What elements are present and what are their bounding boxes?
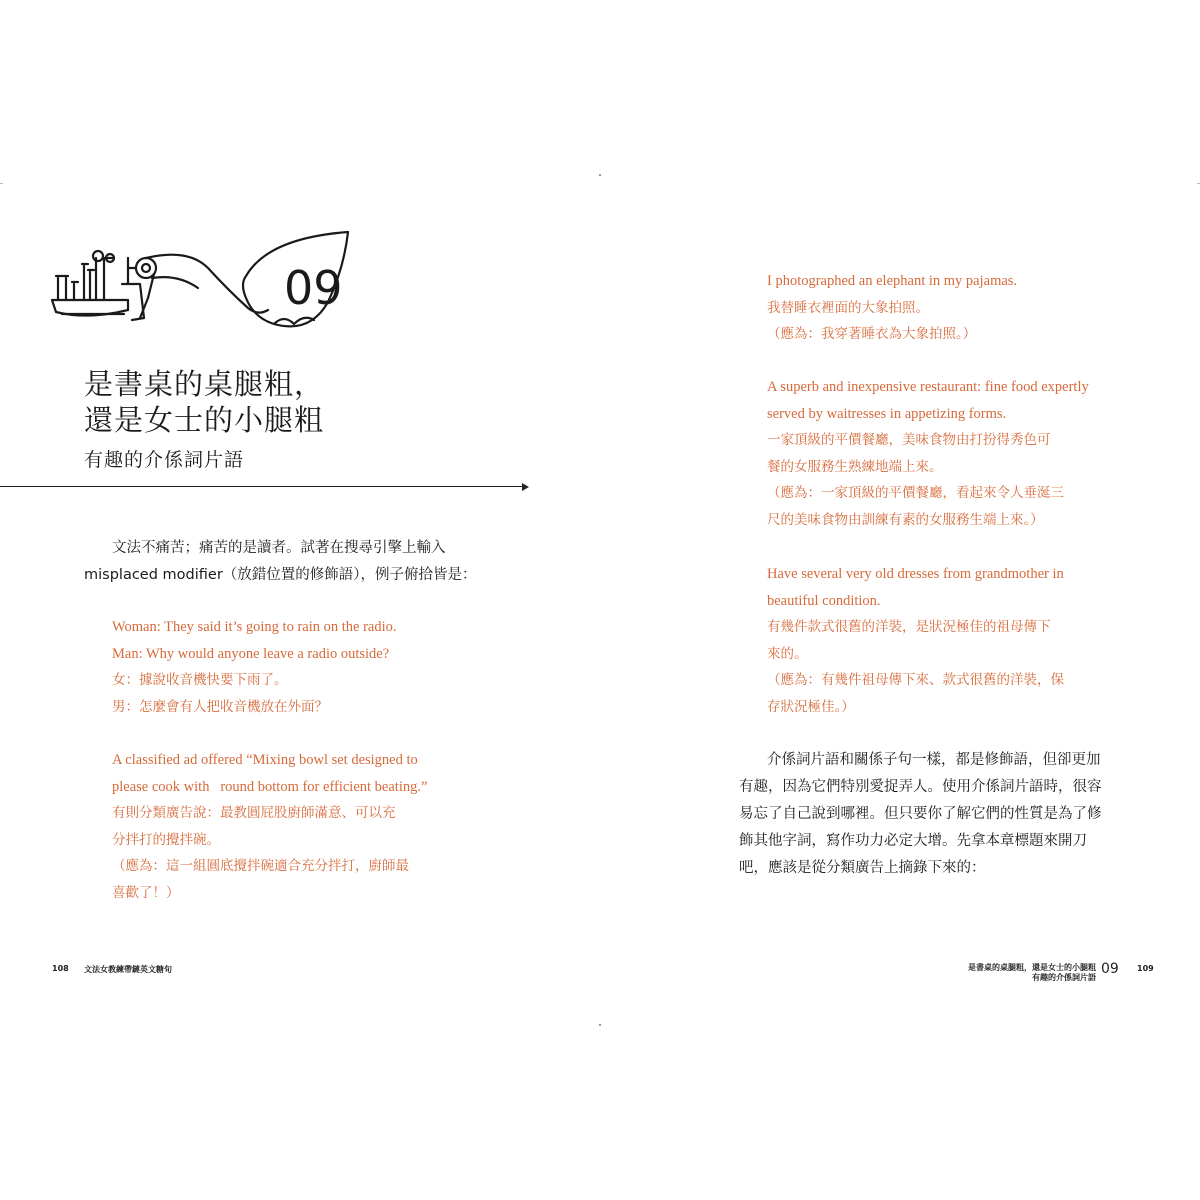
running-head-chapter-number: 09 xyxy=(1101,961,1119,977)
example-english-line: beautiful condition. xyxy=(767,592,881,609)
intro-line: 文法不痛苦；痛苦的是讀者。試著在搜尋引擎上輸入 xyxy=(112,540,446,556)
example-english-line: Woman: They said it’s going to rain on the radio. xyxy=(112,619,397,635)
body-line: 易忘了自己說到哪裡。但只要你了解它們的性質是為了修 xyxy=(739,806,1102,822)
example-chinese-line: 尺的美味食物由訓練有素的女服務生端上來。） xyxy=(767,511,1044,528)
gutter-mark-bottom xyxy=(599,1024,601,1026)
chapter-subtitle: 有趣的介係詞片語 xyxy=(84,449,245,471)
example-chinese-line: （應為：這一組圓底攪拌碗適合充分拌打，廚師最 xyxy=(112,858,409,874)
body-line: 介係詞片語和關係子句一樣，都是修飾語，但卻更加 xyxy=(767,752,1101,768)
example-chinese-line: 喜歡了！） xyxy=(112,884,180,901)
running-head-title: 是書桌的桌腿粗，還是女士的小腿粗 xyxy=(968,963,1096,972)
example-chinese-line: 我替睡衣裡面的大象拍照。 xyxy=(767,299,929,316)
page-number-left: 108 xyxy=(52,964,69,973)
example-english-line: Have several very old dresses from grandmother in xyxy=(767,566,1064,582)
example-english-line: Man: Why would anyone leave a radio outside? xyxy=(112,645,390,662)
example-chinese-line: 女：據說收音機快要下雨了。 xyxy=(112,672,288,688)
example-chinese-line: （應為：有幾件祖母傳下來、款式很舊的洋裝，保 xyxy=(767,672,1064,688)
example-english-line: please cook with round bottom for efficient beating.” xyxy=(112,778,428,795)
intro-paragraph xyxy=(84,535,477,589)
example-chinese-line: 一家頂級的平價餐廳，美味食物由打扮得秀色可 xyxy=(767,432,1051,448)
running-head-right xyxy=(940,963,1096,983)
chapter-title-line-1: 是書桌的桌腿粗， xyxy=(84,367,325,401)
page-number-right: 109 xyxy=(1137,964,1154,973)
example-block xyxy=(112,614,397,720)
example-chinese-line: 來的。 xyxy=(767,645,808,662)
example-chinese-line: （應為：一家頂級的平價餐廳，看起來令人垂涎三 xyxy=(767,485,1064,501)
body-line: 有趣，因為它們特別愛捉弄人。使用介係詞片語時，很容 xyxy=(739,779,1102,795)
chapter-emblem xyxy=(48,228,368,343)
example-chinese-line: 分拌打的攪拌碗。 xyxy=(112,831,220,848)
body-paragraph xyxy=(739,747,1102,882)
example-block xyxy=(767,268,1017,348)
example-block xyxy=(112,747,427,906)
body-line: 飾其他字詞，寫作功力必定大增。先拿本章標題來開刀 xyxy=(739,833,1087,849)
chapter-title xyxy=(84,366,324,438)
chapter-title-line-2: 還是女士的小腿粗 xyxy=(84,403,325,437)
running-head-left: 文法女教練帶鏈英文糖旬 xyxy=(84,965,172,974)
typewriter-ink-drop-icon xyxy=(48,228,368,343)
example-english-line: served by waitresses in appetizing forms. xyxy=(767,405,1007,422)
title-divider xyxy=(0,486,523,487)
body-line: 吧，應該是從分類廣告上摘錄下來的： xyxy=(739,860,986,876)
example-chinese-line: 男：怎麼會有人把收音機放在外面？ xyxy=(112,698,328,715)
example-chinese-line: 餐的女服務生熟練地端上來。 xyxy=(767,458,943,475)
example-chinese-line: （應為：我穿著睡衣為大象拍照。） xyxy=(767,326,977,342)
example-block xyxy=(767,561,1064,720)
example-english-line: A classified ad offered “Mixing bowl set designed to xyxy=(112,752,418,768)
example-chinese-line: 有則分類廣告說：最教圓屁股廚師滿意、可以充 xyxy=(112,805,396,821)
page-edge-mark-left xyxy=(0,183,3,184)
gutter-mark-top xyxy=(599,174,601,176)
intro-line: misplaced modifier（放錯位置的修飾語），例子俯拾皆是： xyxy=(84,567,477,583)
example-english-line: A superb and inexpensive restaurant: fine food expertly xyxy=(767,379,1089,395)
title-divider-arrow-icon xyxy=(522,483,529,491)
running-head-subtitle: 有趣的介係詞片語 xyxy=(1032,973,1096,982)
example-block xyxy=(767,374,1089,533)
example-chinese-line: 有幾件款式很舊的洋裝，是狀況極佳的祖母傳下 xyxy=(767,619,1051,635)
chapter-number: 09 xyxy=(284,261,343,315)
example-chinese-line: 存狀況極佳。） xyxy=(767,698,855,715)
example-english-line: I photographed an elephant in my pajamas. xyxy=(767,273,1018,289)
